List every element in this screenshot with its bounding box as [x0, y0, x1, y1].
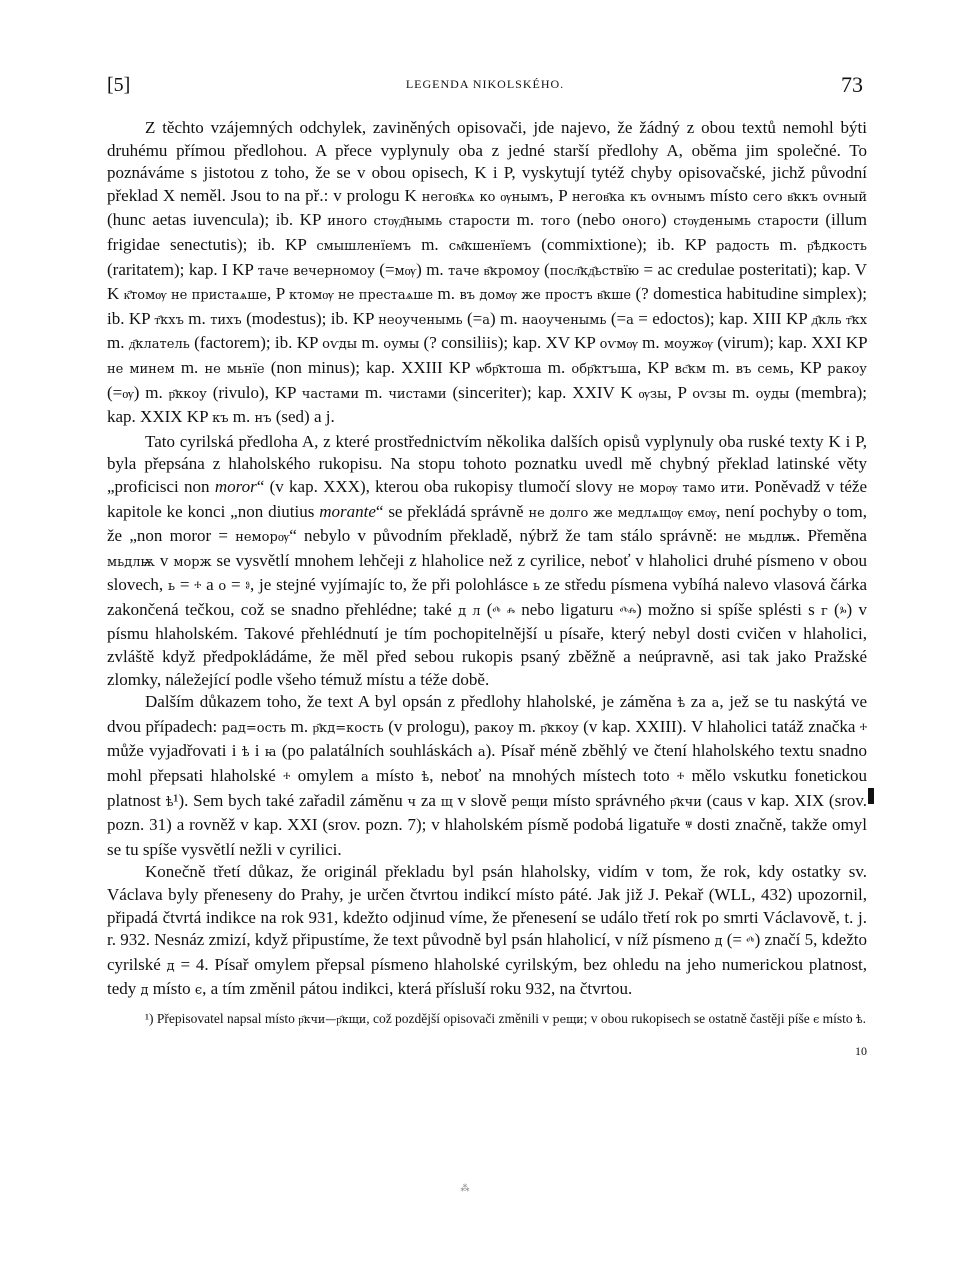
cyrillic-quote: д҄клатель — [128, 337, 190, 353]
text-run: = 4. Písař omylem přepsal písmeno hlaholské cyrilským, bez ohledu na jeho numerickou platnost, tedy — [107, 954, 867, 999]
cyrillic-quote: неморѹ — [235, 530, 290, 546]
text-run: místo — [148, 979, 195, 999]
cyrillic-quote: ⱋ — [685, 819, 693, 835]
cyrillic-quote: негов҄кѧ ко ѹнымъ — [421, 189, 550, 205]
text-run: = ac credulae posteritati); kap. V K — [107, 259, 867, 304]
paragraph-4 — [107, 861, 867, 1003]
cyrillic-quote: оѵмѹ — [599, 337, 638, 353]
cyrillic-quote: мьдлѭ — [107, 554, 155, 570]
cyrillic-quote: не минем — [107, 361, 175, 377]
text-run: ( — [480, 599, 493, 619]
text-run: ) možno si spíše splésti s — [636, 599, 821, 619]
cyrillic-quote: неоученымь — [378, 312, 463, 328]
cyrillic-quote: ⰰ — [859, 720, 867, 736]
cyrillic-quote: а — [626, 312, 634, 328]
text-run: m. — [637, 333, 664, 353]
paragraph-1 — [107, 117, 867, 431]
cyrillic-quote: радость — [715, 238, 770, 254]
cyrillic-quote: ѣ — [677, 696, 686, 712]
cyrillic-quote: є — [194, 983, 203, 999]
text-run: . Poněvadž v téže kapitole ke konci „non diutius — [107, 476, 867, 521]
italic-term: morante — [319, 501, 376, 521]
text-run: m. — [228, 407, 255, 427]
cyrillic-quote: моужѹ — [663, 337, 713, 353]
cyrillic-quote: рад=ость — [221, 720, 287, 736]
text-run: místo — [705, 185, 753, 205]
cyrillic-quote: р҄ккоу — [540, 720, 579, 736]
text-run: (nebo — [570, 210, 623, 230]
text-run: (virum); kap. XXI KP — [712, 333, 868, 353]
edge-mark — [868, 788, 874, 804]
paragraph-3 — [107, 691, 867, 861]
chapter-marker: [5] — [107, 74, 131, 96]
text-run: omylem — [290, 766, 361, 786]
page-number: 73 — [841, 72, 863, 97]
text-run: , je stejné vyjímajíc to, že při polohlásce — [250, 575, 533, 595]
text-run: m. — [411, 234, 449, 254]
text-run: (sed) a j. — [271, 407, 335, 427]
text-run: ) — [661, 210, 674, 230]
cyrillic-quote: сего в҄ккъ оѵный — [752, 189, 868, 205]
text-run: (factorem); ib. KP — [189, 333, 323, 353]
text-run: ; v obou rukopisech se ostatně častěji píše — [583, 1011, 814, 1026]
text-run: (? consiliis); kap. XV KP — [419, 333, 600, 353]
cyrillic-quote: ѣ — [856, 1013, 863, 1026]
text-run: (= — [462, 308, 483, 328]
text-run: (sinceriter); kap. XXIV K — [446, 382, 639, 402]
cyrillic-quote: таче в҄кромоу — [448, 263, 540, 279]
cyrillic-quote: стѹденымь старости — [673, 214, 819, 230]
cyrillic-quote: вс҄км — [674, 361, 706, 377]
text-run: (? domestica habitudine simplex); ib. KP — [107, 284, 867, 328]
text-run: za — [416, 790, 441, 810]
cyrillic-quote: смышленїемъ — [316, 238, 412, 254]
text-run: ). Písař méně zběhlý ve čtení hlaholského textu snadno mohl přepsati hlaholské — [107, 741, 867, 786]
cyrillic-quote: того — [540, 214, 571, 230]
text-run: (modestus); ib. KP — [241, 308, 379, 328]
text-run: i — [249, 741, 265, 761]
cyrillic-quote: тихъ — [210, 312, 242, 328]
text-run: (illum frigidae senectutis); ib. KP — [107, 210, 867, 254]
cyrillic-quote: д҄кль т҄кх — [811, 312, 868, 328]
cyrillic-quote: ⰰ — [194, 579, 202, 595]
cyrillic-quote: наоученымь — [522, 312, 607, 328]
text-run: m. — [107, 333, 129, 353]
text-run: m. — [769, 234, 808, 254]
cyrillic-quote: ктомѹ не престаѧше — [288, 288, 434, 304]
cyrillic-quote: г — [820, 603, 828, 619]
text-run: = — [226, 575, 246, 595]
cyrillic-quote: негов҄ка къ оѵнымъ — [572, 189, 706, 205]
cyrillic-quote: оѵзы — [692, 386, 727, 402]
text-run: (commixtione); ib. KP — [531, 234, 716, 254]
text-run: “ nebylo v původním překladě, nýbrž že tam stálo správně: — [289, 526, 725, 546]
text-run: ¹) Přepisovatel napsal místo — [145, 1011, 299, 1026]
text-run: dosti značně, takže omyl se tu spíše vysvětlí nežli v cyrilici. — [107, 815, 867, 859]
cyrillic-quote: не мьнїе — [204, 361, 265, 377]
cyrillic-quote: не морѹ тамо ити — [617, 480, 745, 496]
text-run: (non minus); kap. XXIII KP — [264, 357, 477, 377]
cyrillic-quote: оного — [622, 214, 662, 230]
cyrillic-quote: къ — [212, 411, 229, 427]
text-run: m. — [726, 382, 756, 402]
cyrillic-quote: ѹзы — [638, 386, 668, 402]
text-run: mělo vskutku fonetickou platnost — [107, 766, 867, 810]
text-run: ( — [539, 259, 550, 279]
text-run: místo — [819, 1011, 857, 1026]
cyrillic-quote: ⰳ — [839, 603, 847, 619]
text-run: , což pozdější opisovači změnili v — [366, 1011, 553, 1026]
cyrillic-quote: ⰴ — [746, 934, 755, 950]
cyrillic-quote: ракоу — [474, 720, 514, 736]
cyrillic-quote: а — [360, 770, 369, 786]
cyrillic-quote: посл҄кд҄ьствїю — [549, 263, 640, 279]
cyrillic-quote: таче вечерномоу — [257, 263, 375, 279]
text-run: , a tím změnil pátou indikci, která přísluší roku 932, na čtvrtou. — [202, 979, 633, 999]
text-run: m. — [359, 382, 389, 402]
text-run: ¹). Sem bych také zařadil záměnu — [173, 790, 408, 810]
text-run: , KP — [789, 357, 828, 377]
cyrillic-quote: а — [482, 312, 491, 328]
text-run: (rivulo), KP — [206, 382, 302, 402]
text-run: (membra); kap. XXIX KP — [107, 382, 868, 427]
text-run: , neboť na mnohých místech toto — [429, 766, 678, 786]
text-run: , KP — [637, 357, 675, 377]
text-run: , není pochyby o tom, že „non moror = — [107, 501, 868, 546]
cyrillic-quote: ракоу — [827, 361, 867, 377]
text-run: , P — [549, 185, 573, 205]
text-run: (raritatem); kap. I KP — [107, 259, 258, 279]
text-run: místo — [368, 766, 422, 786]
text-run: (= — [107, 382, 123, 402]
text-run: se vysvětlí mnohem lehčeji z hlaholice než z cyrilice, neboť v hlaholici druhé písmeno v obou slovech, — [107, 550, 867, 595]
text-run: v — [154, 550, 174, 570]
text-run: místo správného — [548, 790, 670, 810]
text-run: m. — [541, 357, 572, 377]
cyrillic-quote: иного стѹд҄нымь старости — [327, 214, 511, 230]
text-run: za — [685, 692, 712, 712]
text-run: “ se překládá správně — [375, 501, 529, 521]
text-run: ) m. — [490, 308, 523, 328]
cyrillic-quote: ⰰ — [677, 770, 685, 786]
cyrillic-quote: ѣ — [421, 770, 430, 786]
cyrillic-quote: рещи — [552, 1013, 584, 1026]
text-run: m. — [433, 284, 460, 304]
running-head — [107, 70, 863, 98]
text-run: m. — [510, 210, 541, 230]
page-smudge-mark: ⁂ — [460, 1183, 470, 1193]
cyrillic-quote: ⰴ ⰾ — [492, 603, 515, 619]
cyrillic-quote: ꙗ — [264, 745, 277, 761]
text-run: , P — [667, 382, 693, 402]
cyrillic-quote: рещи — [511, 794, 549, 810]
cyrillic-quote: морж — [173, 554, 212, 570]
text-run: ) m. — [133, 382, 169, 402]
text-run: (po palatálních souhláskách — [276, 741, 478, 761]
cyrillic-quote: р҄ккоу — [168, 386, 207, 402]
cyrillic-quote: д — [714, 934, 723, 950]
cyrillic-quote: ч — [407, 794, 417, 810]
text-run: ) m. — [416, 259, 449, 279]
cyrillic-quote: р҄кчи—р҄кщи — [298, 1013, 367, 1026]
cyrillic-quote: см҄кшенїемъ — [448, 238, 532, 254]
cyrillic-quote: оѵды — [322, 337, 358, 353]
cyrillic-quote: оумы — [383, 337, 420, 353]
italic-term: moror — [214, 476, 257, 496]
text-run: “ (v kap. XXX), kterou oba rukopisy tlumočí slovy — [256, 476, 618, 496]
text-run: (v kap. XXIII). V hlaholici tatáž značka — [578, 716, 860, 736]
text-run: , P — [266, 284, 289, 304]
text-run: nebo ligaturu — [514, 599, 620, 619]
cyrillic-quote: а — [477, 745, 486, 761]
cyrillic-quote: не долго же медлѧщѹ ємѹ — [528, 505, 717, 521]
text-run: a — [201, 575, 219, 595]
cyrillic-quote: ⱁ — [245, 579, 250, 595]
text-run: = — [175, 575, 195, 595]
cyrillic-quote: въ семь — [735, 361, 790, 377]
cyrillic-quote: не мьдлѭ — [724, 530, 797, 546]
cyrillic-quote: въ домѹ же простъ в҄кше — [459, 288, 632, 304]
cyrillic-quote: чистами — [388, 386, 447, 402]
text-run: Z těchto vzájemných odchylek, zaviněných opisovači, jde najevo, že žádný z obou textů nemohl býti druhému přímou předlohou. A přece vyplynuly oba z jedné starší předlohy A, oběma jim společné. To poznáváme s jistotou z toho, že se v obou opisech, K i P, vyskytují tytéž chyby opisovačské, jichž původní překlad X neměl. Jsou to na př.: v prologu K — [107, 118, 867, 205]
cyrillic-quote: щ — [440, 794, 453, 810]
printer-signature: 10 — [855, 1044, 867, 1058]
footnote — [107, 1009, 867, 1029]
text-run: m. — [706, 357, 736, 377]
text-run: Dalším důkazem toho, že text A byl opsán z předlohy hlaholské, je záměna — [145, 692, 678, 712]
text-run: . — [862, 1011, 867, 1026]
cyrillic-quote: р҄кд=кость — [312, 720, 384, 736]
text-run: (= — [606, 308, 627, 328]
cyrillic-quote: ѹ — [122, 386, 134, 402]
cyrillic-quote: є — [813, 1013, 820, 1026]
cyrillic-quote: ѣ — [241, 745, 250, 761]
text-run: m. — [513, 716, 541, 736]
cyrillic-quote: нъ — [254, 411, 272, 427]
text-run: (= — [722, 930, 747, 950]
text-run: m. — [183, 308, 211, 328]
text-run: ze středu písmena vybíhá nalevo vlasová čárka zakončená tečkou, což se snadno přehlédne; také — [107, 575, 868, 619]
text-run: (v prologu), — [383, 716, 475, 736]
text-run: . Přeměna — [796, 526, 867, 546]
text-run: ) v písmu hlaholském. Takové přehlédnutí je tím pochopitelnější u písaře, který nebyl dosti cvičen v hlaholici, zvláště když předpokládáme, že měl před sebou rukopis psaný zběžně a neúpravně, asi tak jako Pražské zlomky, náležející podle všeho témuž místu a téže době. — [107, 599, 867, 689]
cyrillic-quote: т҄кхъ — [154, 312, 184, 328]
cyrillic-quote: ѡбр҄ктоша — [476, 361, 542, 377]
text-run: Tato cyrilská předloha A, z které prostřednictvím několika dalších opisů vyplynuly oba ruské texty K i P, byla přepsána z hlaholského rukopisu. Na stopu tohoto poznatku uvedl mě chybný překlad latinské věty „proficisci non — [107, 431, 867, 496]
cyrillic-quote: а — [711, 696, 720, 712]
paragraph-2 — [107, 431, 867, 692]
cyrillic-quote: д — [140, 983, 149, 999]
text-run: Konečně třetí důkaz, že originál překladu byl psán hlaholsky, vidím v tom, že rok, kdy ostatky sv. Václava byly přeneseny do Prahy, je určen čtvrtou indikcí místo páté. Jak již J. Pekař (WLL, 432) upozornil, připadá čtvrtá indikce na rok 931, kdežto odjinud víme, že přenesení se událo třetí rok po smrti Václavově, t. j. r. 932. Nesnáz zmizí, když připustíme, že text původně byl psán hlaholicí, v níž písmeno — [107, 862, 867, 950]
text-run: v slově — [452, 790, 512, 810]
text-run: ) značí 5, kdežto cyrilské — [107, 930, 867, 974]
text-run: m. — [286, 716, 313, 736]
cyrillic-quote: д л — [458, 603, 481, 619]
cyrillic-quote: ь — [167, 579, 176, 595]
text-run: může vyjadřovati i — [107, 741, 242, 761]
text-run: m. — [174, 357, 205, 377]
text-run: m. — [357, 333, 384, 353]
text-run: ( — [827, 599, 840, 619]
cyrillic-quote: обр҄ктъша — [571, 361, 637, 377]
cyrillic-quote: оуды — [755, 386, 790, 402]
cyrillic-quote: мѹ — [394, 263, 417, 279]
text-run: (hunc aetas iuvencula); ib. KP — [107, 210, 328, 230]
cyrillic-quote: частами — [301, 386, 360, 402]
cyrillic-quote: д — [166, 958, 175, 974]
text-run: = edoctos); kap. XIII KP — [633, 308, 812, 328]
cyrillic-quote: р҄ѣдкость — [807, 238, 868, 254]
cyrillic-quote: р҄кчи — [670, 794, 702, 810]
cyrillic-quote: ⰴⰾ — [619, 603, 637, 619]
cyrillic-quote: к҄томѹ не пристаѧше — [123, 288, 267, 304]
text-run: (= — [374, 259, 395, 279]
cyrillic-quote: ь — [532, 579, 540, 595]
cyrillic-quote: о — [218, 579, 227, 595]
running-title: LEGENDA NIKOLSKÉHO. — [405, 77, 565, 91]
cyrillic-quote: ⰰ — [283, 770, 291, 786]
text-run: , jež se tu naskýtá ve dvou případech: — [107, 692, 868, 736]
cyrillic-quote: ѣ — [165, 794, 174, 810]
body-text — [107, 117, 867, 1003]
text-run: (caus v kap. XIX (srov. pozn. 31) a rovněž v kap. XXI (srov. pozn. 7); v hlaholském písmě podobá ligatuře — [107, 790, 868, 835]
